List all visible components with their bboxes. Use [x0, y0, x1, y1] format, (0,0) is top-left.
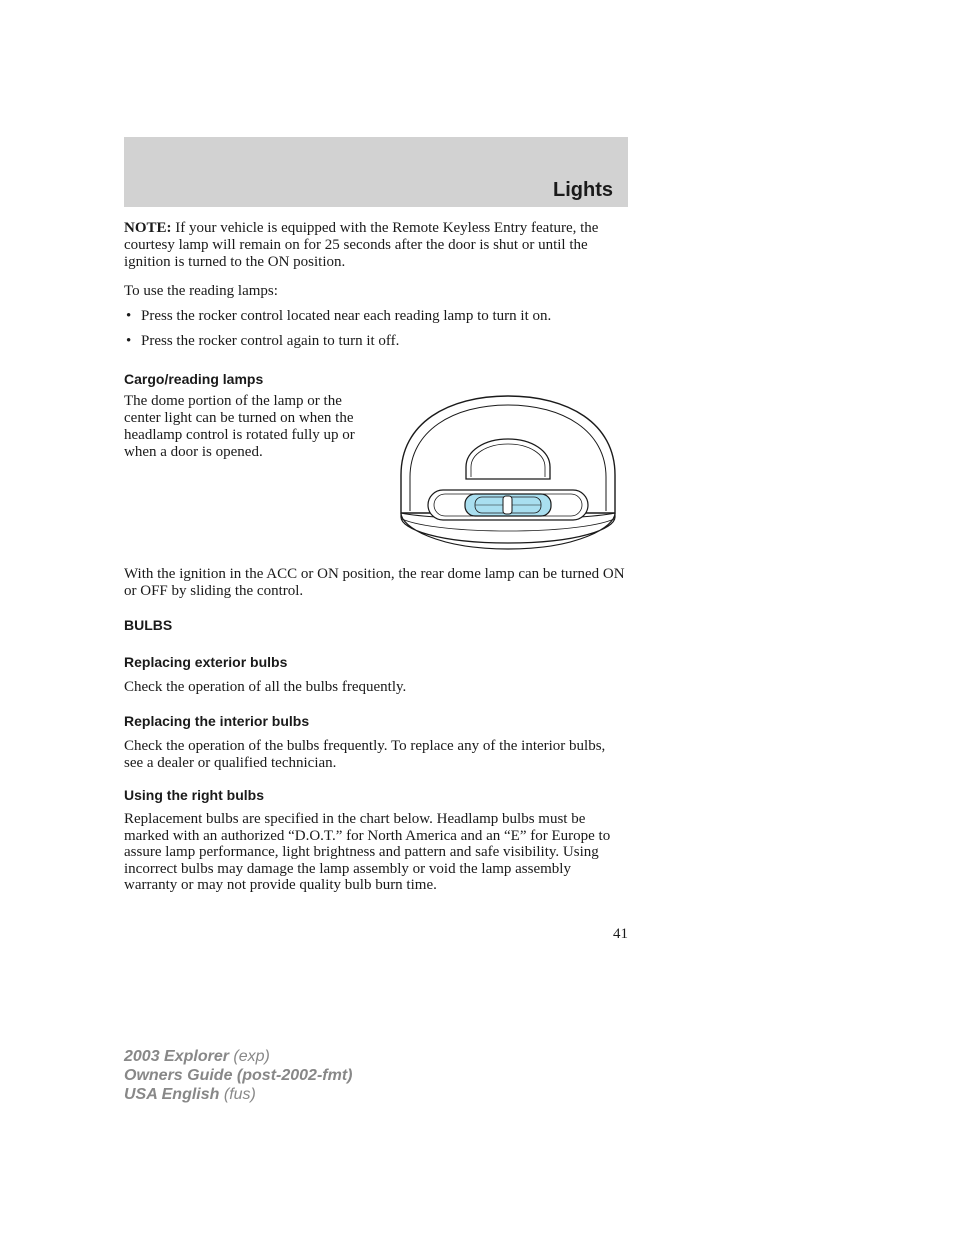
document-footer: [124, 1047, 352, 1104]
lamp-base-line: [402, 519, 614, 531]
slider-knob: [503, 496, 512, 514]
section-title: Lights: [553, 179, 613, 201]
footer-model: 2003 Explorer: [124, 1048, 229, 1065]
footer-line-1: [124, 1047, 352, 1066]
cargo-after-text: With the ignition in the ACC or ON position, the rear dome lamp can be turned ON or OFF by sliding the control.: [124, 566, 625, 599]
exterior-heading: Replacing exterior bulbs: [124, 654, 288, 670]
bullet-text: Press the rocker control again to turn it off.: [141, 333, 400, 349]
note-paragraph: [124, 220, 628, 271]
note-text: If your vehicle is equipped with the Remote Keyless Entry feature, the courtesy lamp will remain on for 25 seconds after the door is shut or until the ignition is turned to the ON position.: [124, 220, 599, 270]
bulbs-heading: BULBS: [124, 617, 173, 633]
footer-line-3: [124, 1085, 352, 1104]
right-bulbs-text: Replacement bulbs are specified in the chart below. Headlamp bulbs must be marked with an authorized “D.O.T.” for North America and an “E” for Europe to assure lamp performance, light brightness and pattern and safe visibility. Using incorrect bulbs may damage the lamp assembly or void the lamp assembly warranty or may not provide quality bulb burn time.: [124, 811, 611, 893]
interior-text: Check the operation of the bulbs frequently. To replace any of the interior bulbs, see a dealer or qualified technician.: [124, 738, 606, 771]
right-bulbs-heading: Using the right bulbs: [124, 787, 264, 803]
exterior-text: Check the operation of all the bulbs frequently.: [124, 679, 407, 695]
cargo-text: The dome portion of the lamp or the center light can be turned on when the headlamp control is rotated fully up or when a door is opened.: [124, 393, 355, 460]
footer-language: USA English: [124, 1086, 220, 1103]
cargo-heading: Cargo/reading lamps: [124, 371, 264, 387]
bullet-dot: •: [126, 308, 132, 324]
footer-model-code: (exp): [233, 1048, 270, 1065]
interior-heading: Replacing the interior bulbs: [124, 713, 310, 729]
dome-lamp-illustration: [398, 393, 618, 553]
bullet-dot: •: [126, 333, 132, 349]
page-number: 41: [613, 926, 628, 942]
bullet-text: Press the rocker control located near each reading lamp to turn it on.: [141, 308, 552, 324]
note-label: NOTE:: [124, 220, 172, 236]
footer-line-2: Owners Guide (post-2002-fmt): [124, 1067, 353, 1084]
footer-language-code: (fus): [223, 1086, 256, 1103]
section-header-bar: [124, 137, 628, 207]
reading-intro: To use the reading lamps:: [124, 283, 278, 299]
